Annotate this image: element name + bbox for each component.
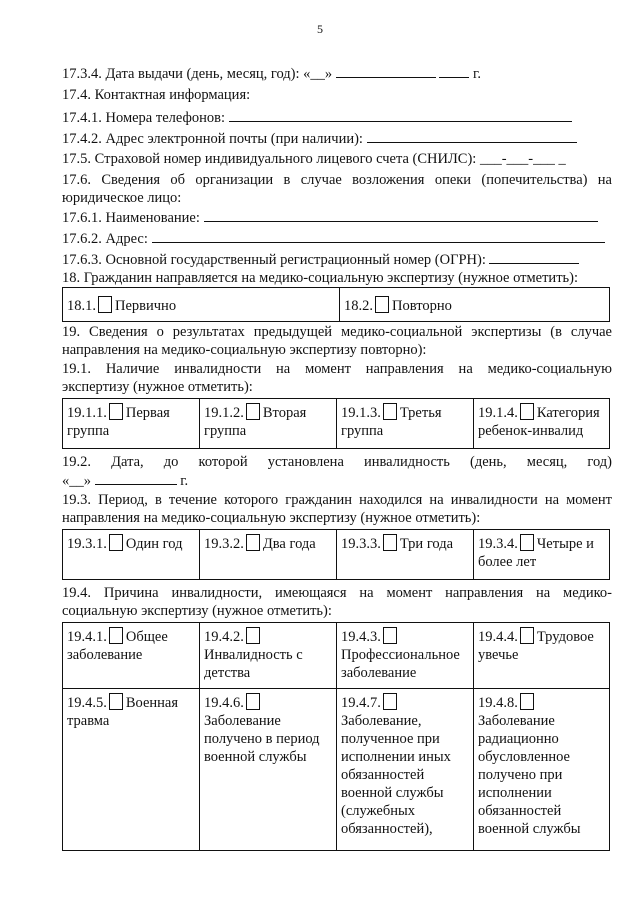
org-name-label: 17.6.1. Наименование: [62, 210, 204, 226]
option-label: Два года [262, 536, 316, 552]
checkbox-19-1-3[interactable] [383, 403, 397, 420]
checkbox-19-1-1[interactable] [109, 403, 123, 420]
checkbox-19-4-8[interactable] [520, 693, 534, 710]
org-address-field[interactable] [152, 229, 605, 243]
option-label-cont: обязанностей), [341, 821, 433, 837]
option-label-cont: военной службы [204, 749, 307, 765]
checkbox-19-4-6[interactable] [246, 693, 260, 710]
option-label: Военная [125, 695, 179, 711]
option-label-cont: детства [204, 665, 251, 681]
snils-line: 17.5. Страховой номер индивидуального лицевого счета (СНИЛС): ___-___-___ _ [62, 151, 566, 167]
checkbox-19-3-3[interactable] [383, 534, 397, 551]
option-label: Трудовое [536, 629, 594, 645]
option-label-cont: исполнении [478, 785, 552, 801]
option-label: Один год [125, 536, 183, 552]
phones-label: 17.4.1. Номера телефонов: [62, 110, 229, 126]
option-19-3-2[interactable] [200, 530, 337, 580]
option-label-cont: получено при [478, 767, 563, 783]
ogrn-label: 17.6.3. Основной государственный регистрационный номер (ОГРН): [62, 252, 490, 268]
disability-period-line-1: 19.3. Период, в течение которого гражданин находился на инвалидности на момент [62, 492, 612, 508]
option-19-3-1[interactable] [63, 530, 200, 580]
checkbox-19-3-4[interactable] [520, 534, 534, 551]
checkbox-19-1-4[interactable] [520, 403, 534, 420]
checkbox-19-4-2[interactable] [246, 627, 260, 644]
option-19-3-3[interactable] [337, 530, 474, 580]
option-label: Третья [399, 405, 442, 421]
option-label-cont: группа [341, 423, 384, 439]
until-date-suffix: г. [176, 473, 189, 489]
option-number: 18.2. [344, 298, 373, 314]
issue-date-year-field[interactable] [439, 64, 469, 78]
option-label-cont: группа [204, 423, 247, 439]
line-17-4-2 [62, 129, 612, 148]
guardianship-org-line-2: юридическое лицо: [62, 190, 182, 206]
phones-field[interactable] [229, 108, 572, 122]
option-label: Первая [125, 405, 170, 421]
referral-type-heading: 18. Гражданин направляется на медико-социальную экспертизу (нужное отметить): [62, 270, 578, 286]
option-label-cont: радиационно [478, 731, 559, 747]
option-number: 19.3.3. [341, 536, 381, 552]
line-17-4-1 [62, 108, 612, 127]
option-18-2[interactable] [340, 288, 610, 322]
issue-date-label: 17.3.4. Дата выдачи (день, месяц, год): «__» [62, 66, 336, 82]
option-label-cont: ребенок-инвалид [478, 423, 584, 439]
ogrn-field[interactable] [489, 250, 579, 264]
option-number: 19.4.1. [67, 629, 107, 645]
previous-exam-heading-1: 19. Сведения о результатах предыдущей медико-социальной экспертизы (в случае [62, 324, 612, 340]
option-19-1-1[interactable] [63, 399, 200, 449]
option-label: Три года [399, 536, 454, 552]
option-19-4-6[interactable] [200, 689, 337, 851]
disability-until-line-2 [62, 471, 612, 490]
option-number: 19.4.3. [341, 629, 381, 645]
org-address-label: 17.6.2. Адрес: [62, 231, 152, 247]
option-label: Инвалидность с [204, 647, 303, 663]
disability-presence-line-2: экспертизу (нужное отметить): [62, 379, 253, 395]
option-19-1-3[interactable] [337, 399, 474, 449]
option-19-4-3[interactable] [337, 623, 474, 689]
option-number: 19.4.2. [204, 629, 244, 645]
disability-cause-line-1: 19.4. Причина инвалидности, имеющаяся на момент направления на медико- [62, 585, 612, 601]
option-number: 19.4.5. [67, 695, 107, 711]
option-19-4-4[interactable] [474, 623, 610, 689]
checkbox-19-4-3[interactable] [383, 627, 397, 644]
line-17-3-4 [62, 64, 612, 83]
previous-exam-heading-2: направления на медико-социальную экспертизу повторно): [62, 342, 427, 358]
org-name-field[interactable] [204, 208, 598, 222]
option-number: 19.1.1. [67, 405, 107, 421]
option-number: 19.1.4. [478, 405, 518, 421]
checkbox-19-3-1[interactable] [109, 534, 123, 551]
checkbox-19-4-1[interactable] [109, 627, 123, 644]
option-label-cont: военной службы [341, 785, 444, 801]
option-19-1-4[interactable] [474, 399, 610, 449]
option-label-cont: увечье [478, 647, 519, 663]
checkbox-19-4-7[interactable] [383, 693, 397, 710]
email-field[interactable] [367, 129, 577, 143]
disability-presence-line-1: 19.1. Наличие инвалидности на момент направления на медико-социальную [62, 361, 612, 377]
option-label-cont: (служебных [341, 803, 415, 819]
issue-date-suffix: г. [469, 66, 481, 82]
referral-type-table [62, 287, 610, 322]
disability-cause-line-2: социальную экспертизу (нужное отметить): [62, 603, 332, 619]
option-number: 19.1.3. [341, 405, 381, 421]
checkbox-19-1-2[interactable] [246, 403, 260, 420]
option-19-4-7[interactable] [337, 689, 474, 851]
option-label-cont: исполнении иных [341, 749, 451, 765]
option-number: 19.3.2. [204, 536, 244, 552]
option-label-cont: заболевание [67, 647, 143, 663]
option-19-4-1[interactable] [63, 623, 200, 689]
option-label-cont: получено в период [204, 731, 320, 747]
disability-period-table [62, 529, 610, 580]
option-19-4-2[interactable] [200, 623, 337, 689]
option-label-cont: обязанностей [478, 803, 562, 819]
option-label: Категория [536, 405, 600, 421]
checkbox-18-1[interactable] [98, 296, 112, 313]
option-label-cont: обусловленное [478, 749, 570, 765]
option-label-cont: обязанностей [341, 767, 425, 783]
checkbox-19-4-4[interactable] [520, 627, 534, 644]
option-label: Заболевание, [341, 713, 422, 729]
checkbox-19-4-5[interactable] [109, 693, 123, 710]
option-label-cont: заболевание [341, 665, 417, 681]
until-date-field[interactable] [95, 471, 177, 485]
checkbox-18-2[interactable] [375, 296, 389, 313]
line-17-6-2 [62, 229, 612, 248]
disability-period-line-2: направления на медико-социальную экспертизу (нужное отметить): [62, 510, 481, 526]
option-label: Вторая [262, 405, 307, 421]
option-label: Первично [115, 298, 177, 314]
option-19-4-5[interactable] [63, 689, 200, 851]
email-label: 17.4.2. Адрес электронной почты (при наличии): [62, 131, 367, 147]
option-label: Заболевание [204, 713, 281, 729]
option-label: Заболевание [478, 713, 555, 729]
option-number: 19.4.6. [204, 695, 244, 711]
option-label-cont: полученное при [341, 731, 440, 747]
option-label: Четыре и [536, 536, 594, 552]
disability-group-table [62, 398, 610, 449]
option-19-3-4[interactable] [474, 530, 610, 580]
option-label-cont: группа [67, 423, 110, 439]
until-date-prefix: «__» [62, 473, 95, 489]
line-17-6-1 [62, 208, 612, 227]
option-number: 19.1.2. [204, 405, 244, 421]
option-number: 19.4.8. [478, 695, 518, 711]
option-label: Повторно [392, 298, 452, 314]
option-19-1-2[interactable] [200, 399, 337, 449]
option-number: 19.4.7. [341, 695, 381, 711]
option-19-4-8[interactable] [474, 689, 610, 851]
option-number: 19.3.4. [478, 536, 518, 552]
checkbox-19-3-2[interactable] [246, 534, 260, 551]
option-label-cont: травма [67, 713, 110, 729]
option-label-cont: более лет [478, 554, 537, 570]
option-label-cont: военной службы [478, 821, 581, 837]
option-number: 19.4.4. [478, 629, 518, 645]
disability-cause-table [62, 622, 610, 851]
option-number: 19.3.1. [67, 536, 107, 552]
option-18-1[interactable] [63, 288, 340, 322]
option-number: 18.1. [67, 298, 96, 314]
page-number: 5 [317, 22, 323, 36]
issue-date-month-field[interactable] [336, 64, 436, 78]
option-label: Общее [125, 629, 168, 645]
contact-info-heading: 17.4. Контактная информация: [62, 87, 251, 103]
guardianship-org-line-1: 17.6. Сведения об организации в случае возложения опеки (попечительства) на [62, 172, 612, 188]
disability-until-line-1: 19.2. Дата, до которой установлена инвалидность (день, месяц, год) [62, 454, 612, 470]
option-label: Профессиональное [341, 647, 460, 663]
line-17-6-3 [62, 250, 612, 269]
